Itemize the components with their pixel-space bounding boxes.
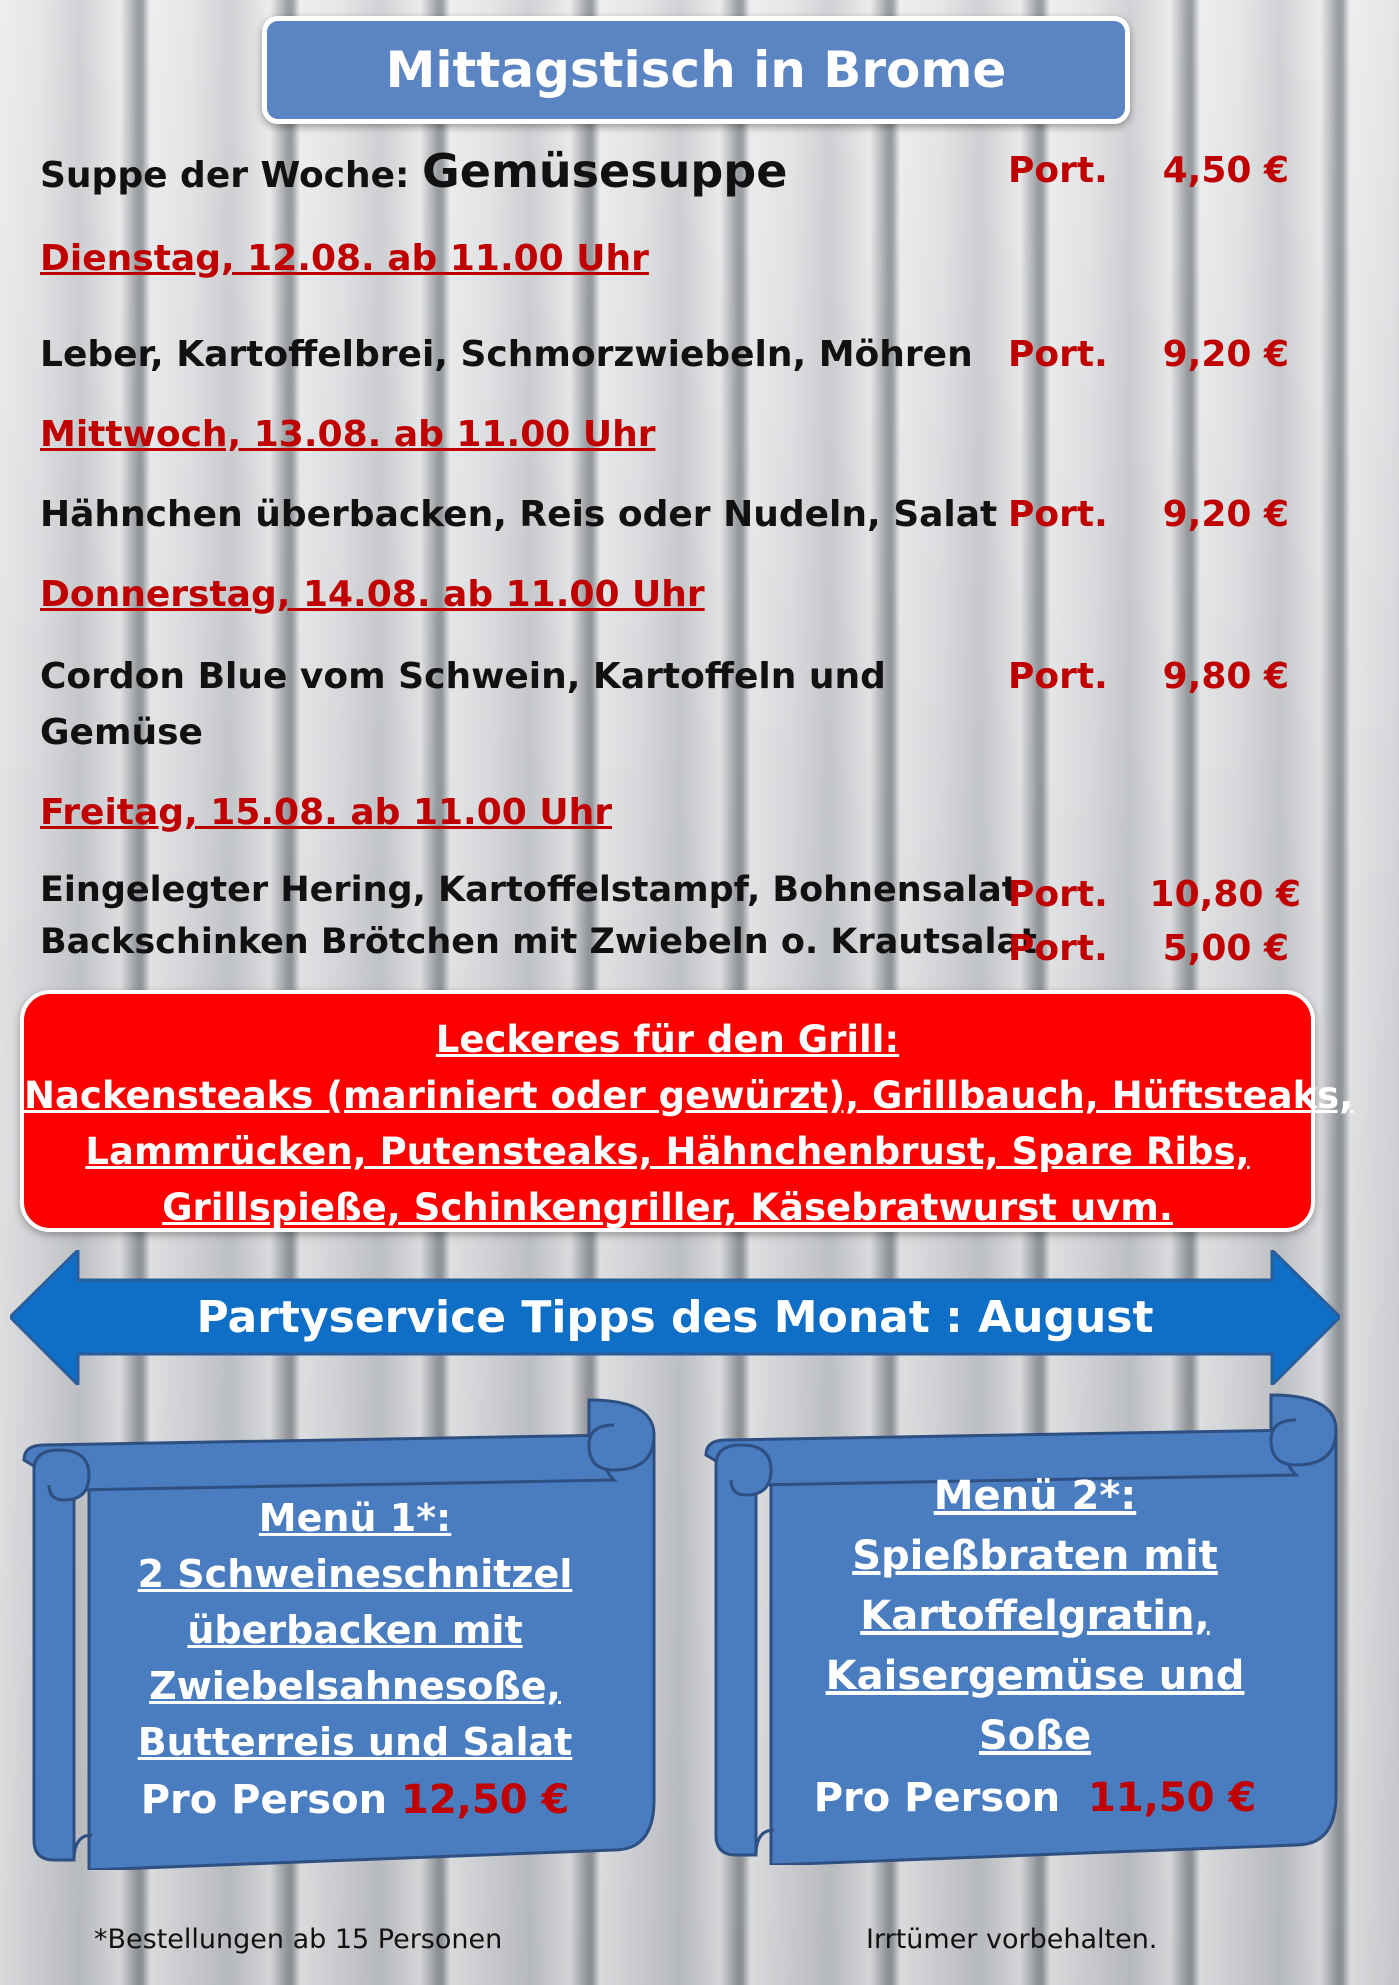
grill-line: Lammrücken, Putensteaks, Hähnchenbrust, Spare Ribs, [85, 1130, 1250, 1173]
menu-1-price: 12,50 € [401, 1777, 570, 1823]
title-banner [262, 16, 1130, 124]
menu-1-price-line [100, 1772, 610, 1828]
menu-2-line: Spießbraten mit [852, 1533, 1218, 1579]
dish-friday-1-unit: Port. [1008, 874, 1108, 915]
dish-thursday-line2: Gemüse [40, 712, 203, 753]
day-heading-friday: Freitag, 15.08. ab 11.00 Uhr [40, 792, 612, 833]
grill-offer-box [20, 990, 1354, 1232]
soup-name: Gemüsesuppe [422, 144, 788, 198]
dish-thursday-unit: Port. [1008, 656, 1108, 697]
menu-2-per-person: Pro Person [813, 1775, 1061, 1821]
partyservice-banner-text: Partyservice Tipps des Monat : August [196, 1292, 1154, 1343]
dish-friday-2-unit: Port. [1008, 928, 1108, 969]
menu-2-line: Kaisergemüse und [825, 1653, 1245, 1699]
menu-2-price-line [780, 1768, 1290, 1828]
dish-tuesday: Leber, Kartoffelbrei, Schmorzwiebeln, Möhren [40, 334, 973, 375]
dish-wednesday-price: 9,20 € [1162, 494, 1289, 535]
soup-price: 4,50 € [1162, 150, 1289, 191]
menu-2-price: 11,50 € [1087, 1775, 1257, 1821]
menu-1-card [100, 1490, 610, 1828]
soup-unit: Port. [1008, 150, 1108, 191]
day-heading-thursday: Donnerstag, 14.08. ab 11.00 Uhr [40, 574, 705, 615]
menu-1-per-person: Pro Person [140, 1777, 388, 1823]
day-heading-tuesday: Dienstag, 12.08. ab 11.00 Uhr [40, 238, 649, 279]
day-heading-wednesday: Mittwoch, 13.08. ab 11.00 Uhr [40, 414, 656, 455]
soup-label: Suppe der Woche: [40, 155, 410, 196]
menu-1-line: Butterreis und Salat [137, 1720, 573, 1764]
grill-heading: Leckeres für den Grill: [435, 1018, 900, 1061]
menu-2-card [780, 1466, 1290, 1828]
soup-line [40, 144, 787, 198]
menu-1-line: überbacken mit [187, 1608, 523, 1652]
dish-wednesday: Hähnchen überbacken, Reis oder Nudeln, Salat [40, 494, 998, 535]
dish-friday-1-price: 10,80 € [1149, 874, 1301, 915]
grill-line: Grillspieße, Schinkengriller, Käsebratwurst uvm. [162, 1186, 1173, 1229]
grill-line: Nackensteaks (mariniert oder gewürzt), Grillbauch, Hüftsteaks, [24, 1074, 1354, 1117]
disclaimer: Irrtümer vorbehalten. [866, 1924, 1158, 1955]
dish-friday-2-price: 5,00 € [1162, 928, 1289, 969]
menu-1-line: 2 Schweineschnitzel [137, 1552, 573, 1596]
dish-wednesday-unit: Port. [1008, 494, 1108, 535]
dish-thursday-price: 9,80 € [1162, 656, 1289, 697]
dish-tuesday-unit: Port. [1008, 334, 1108, 375]
dish-tuesday-price: 9,20 € [1162, 334, 1289, 375]
menu-2-line: Kartoffelgratin, [860, 1593, 1210, 1639]
page-title: Mittagstisch in Brome [385, 41, 1007, 99]
menu-1-line: Zwiebelsahnesoße, [149, 1664, 561, 1708]
order-footnote: *Bestellungen ab 15 Personen [94, 1924, 503, 1955]
dish-thursday-line1: Cordon Blue vom Schwein, Kartoffeln und [40, 656, 886, 697]
menu-1-title: Menü 1*: [258, 1496, 452, 1540]
dish-friday-2: Backschinken Brötchen mit Zwiebeln o. Krautsalat [40, 922, 1037, 962]
menu-2-line: Soße [978, 1713, 1092, 1759]
dish-friday-1: Eingelegter Hering, Kartoffelstampf, Bohnensalat [40, 870, 1019, 910]
menu-2-title: Menü 2*: [933, 1473, 1137, 1519]
